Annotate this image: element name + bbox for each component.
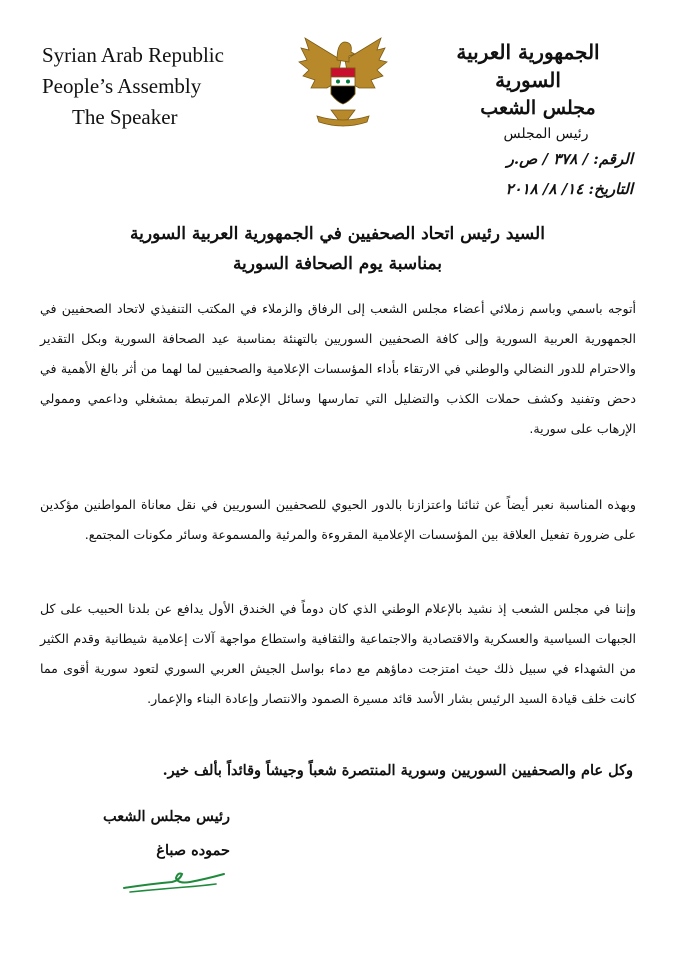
closing-greeting: وكل عام والصحفيين السوريين وسورية المنتصرة شعباً وجيشاً وقائداً بألف خير. — [162, 762, 633, 779]
reference-date: التاريخ: ١٤/ ٨/ ٢٠١٨ — [505, 180, 633, 198]
arabic-header-assembly: مجلس الشعب — [480, 97, 596, 119]
body-paragraph-2: وبهذه المناسبة نعبر أيضاً عن ثنائنا واعتزازنا بالدور الحيوي للصحفيين السوريين في نقل معاناة المواطنين مؤكدين على ضرورة تفعيل العلاقة بين المؤسسات الإعلامية المقروءة والمرئية والمسموعة وسائر مكونات المجتمع. — [40, 497, 636, 542]
arabic-header-speaker: رئيس المجلس — [503, 126, 589, 142]
letter-occasion: بمناسبة يوم الصحافة السورية — [232, 254, 443, 274]
letter-recipient: السيد رئيس اتحاد الصحفيين في الجمهورية العربية السورية — [130, 224, 545, 244]
eagle-emblem-icon — [297, 30, 389, 130]
english-header-assembly: People’s Assembly — [42, 74, 202, 98]
arabic-header-country: الجمهورية العربية السورية — [456, 40, 600, 92]
english-header-country: Syrian Arab Republic — [42, 43, 224, 67]
body-paragraph-3: وإننا في مجلس الشعب إذ نشيد بالإعلام الوطني الذي كان دوماً في الخندق الأول يدافع عن بلدنا الحبيب على كل الجبهات السياسية والعسكرية والاقتصادية والاجتماعية والثقافية واستطاع مواجهة آلات إعلامية شيطانية وقدم الكثير من الشهداء في سبيل ذلك حيث امتزجت دماؤهم مع دماء بواسل الجيش العربي السوري لتعود سورية أقوى مما كانت خلف قيادة السيد الرئيس بشار الأسد قائد مسيرة الصمود والانتصار وإعادة البناء والإعمار. — [40, 601, 636, 706]
signatory-title: رئيس مجلس الشعب — [102, 808, 230, 825]
signatory-name: حموده صباغ — [156, 842, 230, 859]
reference-number: الرقم: / ٣٧٨ / ص.ر — [506, 150, 633, 168]
handwritten-signature — [120, 862, 230, 898]
arabic-letterhead — [423, 38, 633, 146]
body-paragraph-1: أتوجه باسمي وباسم زملائي أعضاء مجلس الشعب إلى الرفاق والزملاء في المكتب التنفيذي لاتحاد الصحفيين في الجمهورية العربية السورية وإلى كافة الصحفيين السوريين بالتهنئة بمناسبة عيد الصحافة السورية وبكل التقدير والاحترام للدور النضالي والوطني في الارتقاء بأداء المؤسسات الإعلامية والصحفيين لما لهما من أثر بالغ الأهمية في دحض وتفنيد وكشف حملات الكذب والتضليل التي تمارسها وسائل الإعلام المرتبطة بمشغلي وداعمي وممولي الإرهاب على سورية. — [40, 301, 636, 436]
english-header-speaker: The Speaker — [72, 105, 178, 129]
english-letterhead — [42, 40, 252, 133]
